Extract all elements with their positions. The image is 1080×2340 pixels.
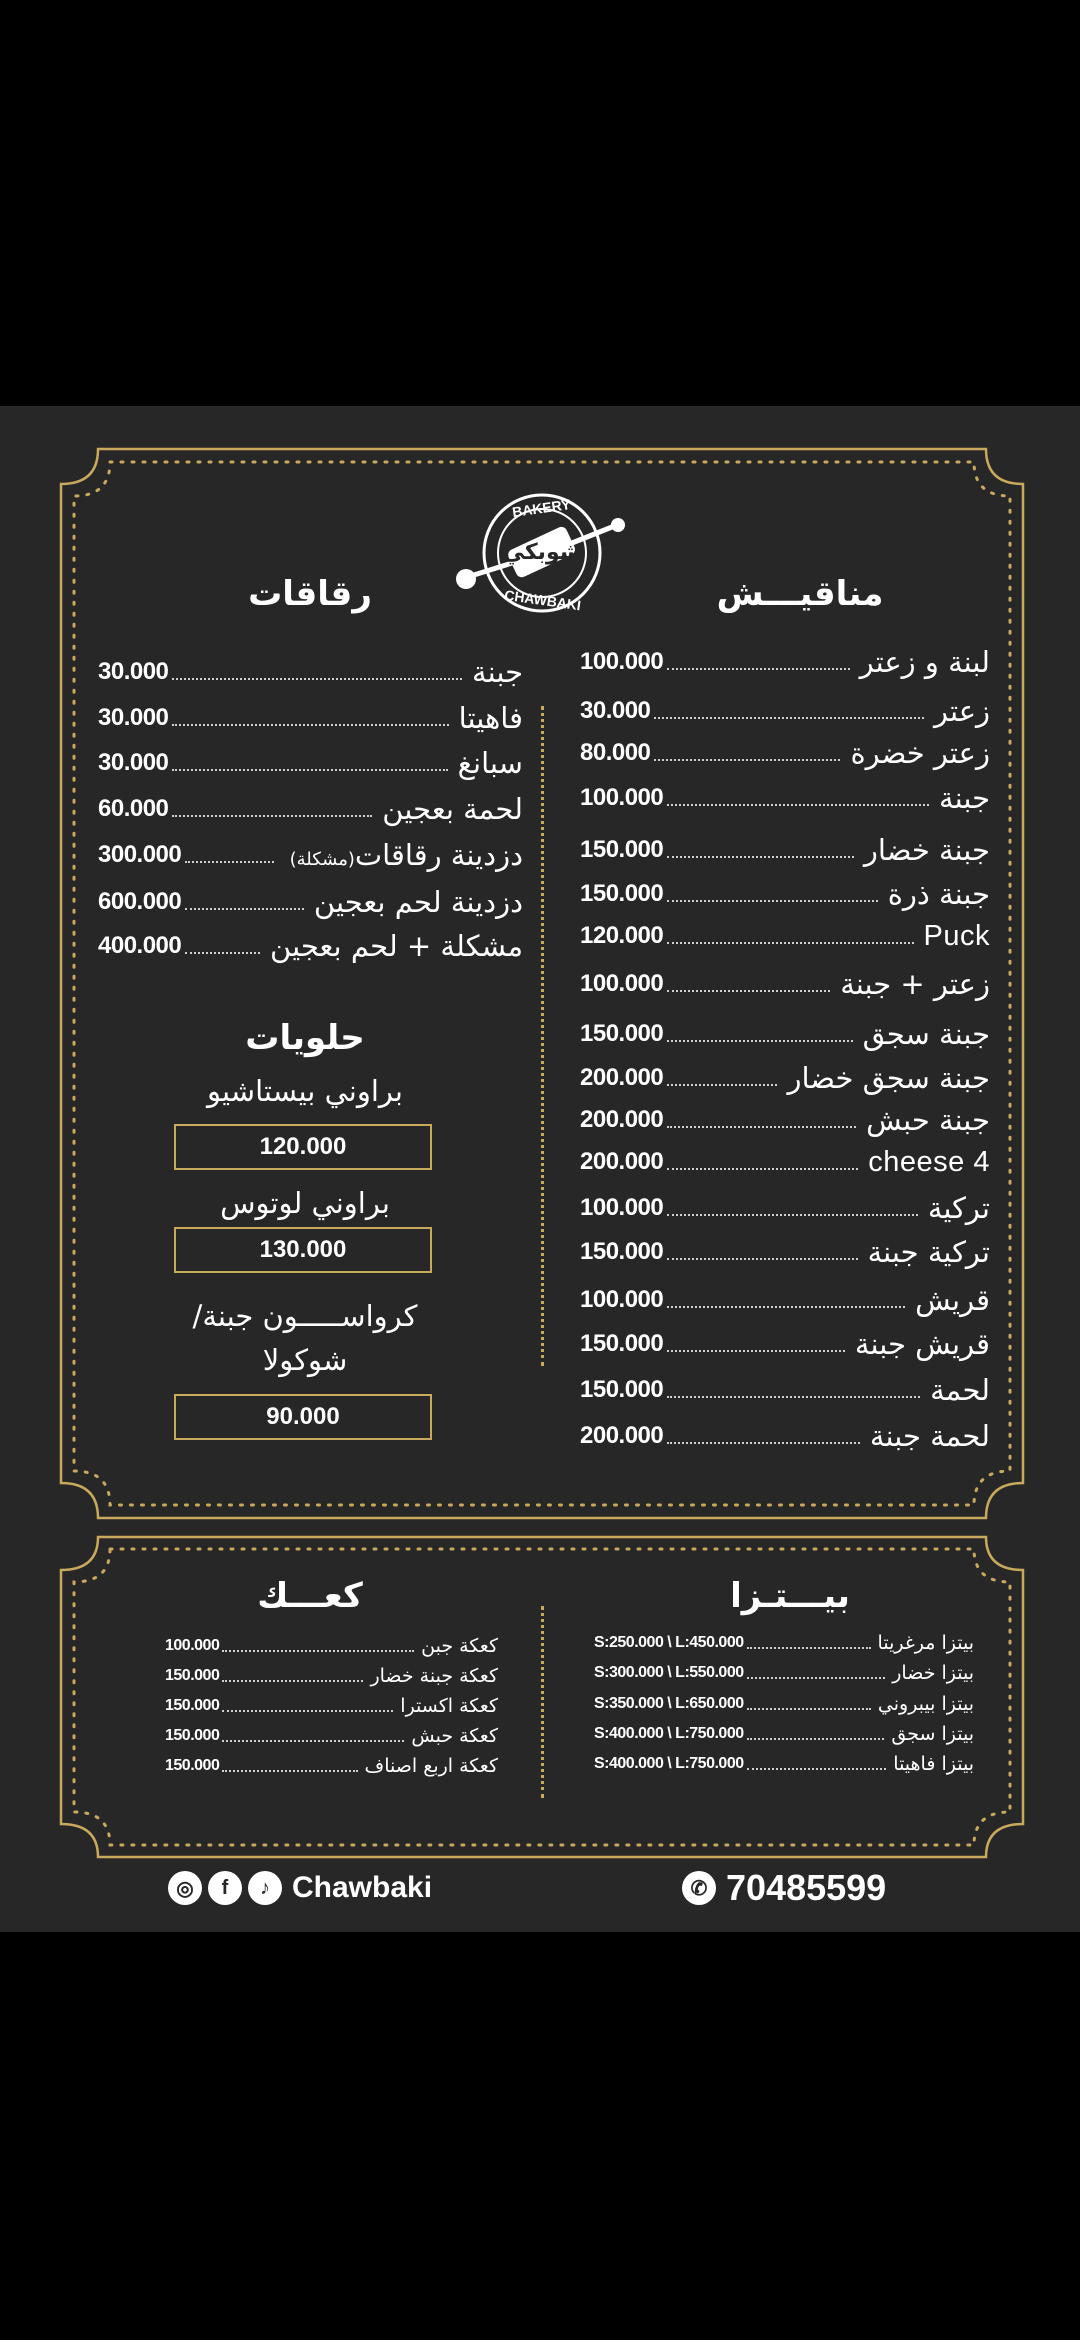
sweet-price-box: 90.000 — [174, 1394, 432, 1440]
social-links — [168, 1866, 432, 1910]
menu-item: دزدينة رقاقات(مشكلة) 300.000 — [98, 838, 523, 872]
menu-item: بيتزا خضار S:300.000 \ L:550.000 — [594, 1662, 974, 1684]
sweet-name: براوني بيستاشيو — [207, 1074, 403, 1108]
menu-item: زعتر + جبنة 100.000 — [580, 967, 990, 1001]
facebook-icon[interactable]: f — [208, 1871, 242, 1905]
menu-item: كعكة حبش 150.000 — [165, 1725, 498, 1747]
menu-item: تركية 100.000 — [580, 1191, 990, 1225]
raqaqat-title: رقاقات — [248, 574, 372, 614]
sweets-title: حلويات — [245, 1018, 365, 1058]
menu-item: جبنة سجق خضار 200.000 — [580, 1061, 990, 1095]
manaqish-title: مناقيـــش — [716, 574, 884, 614]
instagram-icon[interactable]: ◎ — [168, 1871, 202, 1905]
menu-item: مشكلة + لحم بعجين 400.000 — [98, 929, 523, 963]
tiktok-icon[interactable]: ♪ — [248, 1871, 282, 1905]
menu-item: زعتر 30.000 — [580, 694, 990, 728]
logo-top-text: BAKERY — [511, 496, 572, 521]
kaak-title: كعـــك — [257, 1576, 363, 1616]
menu-item: بيتزا مرغريتا S:250.000 \ L:450.000 — [594, 1632, 974, 1654]
pizza-title: بيـــتـزا — [730, 1576, 850, 1616]
phone-number[interactable]: 70485599 — [726, 1867, 887, 1908]
brand-handle: Chawbaki — [292, 1871, 433, 1904]
menu-item: تركية جبنة 150.000 — [580, 1235, 990, 1269]
menu-item: لحمة 150.000 — [580, 1373, 990, 1407]
menu-item: جبنة 30.000 — [98, 655, 523, 689]
whatsapp-icon[interactable]: ✆ — [682, 1871, 716, 1905]
sweet-price-box: 130.000 — [174, 1227, 432, 1273]
sweet-price-box: 120.000 — [174, 1124, 432, 1170]
menu-item: جبنة سجق 150.000 — [580, 1017, 990, 1051]
sweet-name: براوني لوتوس — [220, 1186, 390, 1220]
menu-item: بيتزا فاهيتا S:400.000 \ L:750.000 — [594, 1753, 974, 1775]
menu-item: سبانغ 30.000 — [98, 746, 523, 780]
menu-item: جبنة خضار 150.000 — [580, 833, 990, 867]
menu-item: كعكة اكسترا 150.000 — [165, 1695, 498, 1717]
logo-center-text: شوبكي — [502, 540, 582, 565]
logo-bottom-text: CHAWBAKI — [503, 586, 582, 614]
contact-phone — [682, 1864, 886, 1912]
menu-item: cheese 4 200.000 — [580, 1145, 990, 1178]
menu-item: لحمة بعجين 60.000 — [98, 792, 523, 826]
menu-item: جبنة حبش 200.000 — [580, 1103, 990, 1137]
menu-item: قريش جبنة 150.000 — [580, 1327, 990, 1361]
menu-item: Puck 120.000 — [580, 919, 990, 952]
menu-board — [0, 406, 1080, 1932]
menu-item: بيتزا سجق S:400.000 \ L:750.000 — [594, 1723, 974, 1745]
menu-item: جبنة 100.000 — [580, 781, 990, 815]
menu-item: فاهيتا 30.000 — [98, 701, 523, 735]
sweet-name: كرواســـــون جبنة/شوكولا — [192, 1299, 418, 1377]
bottom-column-divider — [541, 1606, 544, 1798]
chawbaki-logo — [452, 491, 628, 621]
column-divider — [541, 706, 544, 1366]
menu-item: كعكة اربع اصناف 150.000 — [165, 1755, 498, 1777]
menu-item: كعكة جبنة خضار 150.000 — [165, 1665, 498, 1687]
menu-item: بيتزا بيبروني S:350.000 \ L:650.000 — [594, 1693, 974, 1715]
menu-item: زعتر خضرة 80.000 — [580, 736, 990, 770]
menu-item: قريش 100.000 — [580, 1283, 990, 1317]
menu-item: كعكة جبن 100.000 — [165, 1635, 498, 1657]
menu-item: جبنة ذرة 150.000 — [580, 877, 990, 911]
menu-item: لحمة جبنة 200.000 — [580, 1419, 990, 1453]
menu-item: لبنة و زعتر 100.000 — [580, 645, 990, 679]
menu-item: دزدينة لحم بعجين 600.000 — [98, 885, 523, 919]
